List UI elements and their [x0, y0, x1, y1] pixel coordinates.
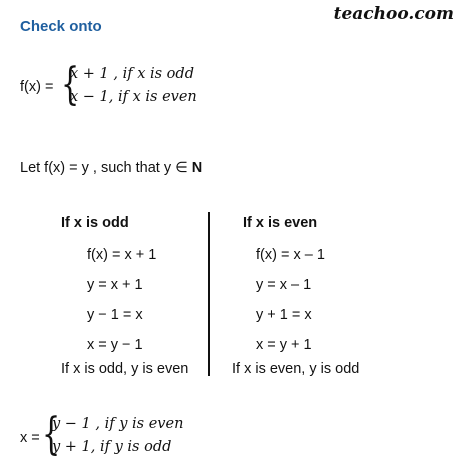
even-case-heading: If x is even	[243, 215, 318, 231]
let-statement-text: Let f(x) = y , such that y ∈	[20, 160, 192, 176]
function-case-odd: x + 1 , if x is odd	[70, 66, 194, 82]
let-statement	[20, 160, 202, 176]
natural-numbers-symbol: N	[191, 160, 203, 176]
left-brace: {	[42, 409, 61, 460]
even-step: x = y + 1	[256, 337, 312, 353]
function-case-even: x − 1, if x is even	[70, 89, 197, 105]
odd-step: x = y − 1	[87, 337, 143, 353]
odd-case-heading: If x is odd	[61, 215, 129, 231]
even-step: f(x) = x – 1	[256, 247, 325, 263]
slide-title: Check onto	[20, 18, 102, 35]
column-divider	[208, 212, 210, 376]
left-brace: {	[61, 59, 80, 110]
even-step: y + 1 = x	[256, 307, 312, 323]
inverse-case-even: y − 1 , if y is even	[52, 416, 184, 432]
teachoo-logo: teachoo.com	[333, 4, 454, 24]
odd-step: f(x) = x + 1	[87, 247, 157, 263]
even-step: y = x – 1	[256, 277, 312, 293]
odd-step: y − 1 = x	[87, 307, 143, 323]
inverse-case-odd: y + 1, if y is odd	[52, 439, 172, 455]
function-lhs: f(x) =	[20, 79, 54, 95]
inverse-lhs: x =	[20, 430, 40, 446]
odd-step: y = x + 1	[87, 277, 143, 293]
odd-conclusion: If x is odd, y is even	[61, 361, 189, 377]
even-conclusion: If x is even, y is odd	[232, 361, 360, 377]
